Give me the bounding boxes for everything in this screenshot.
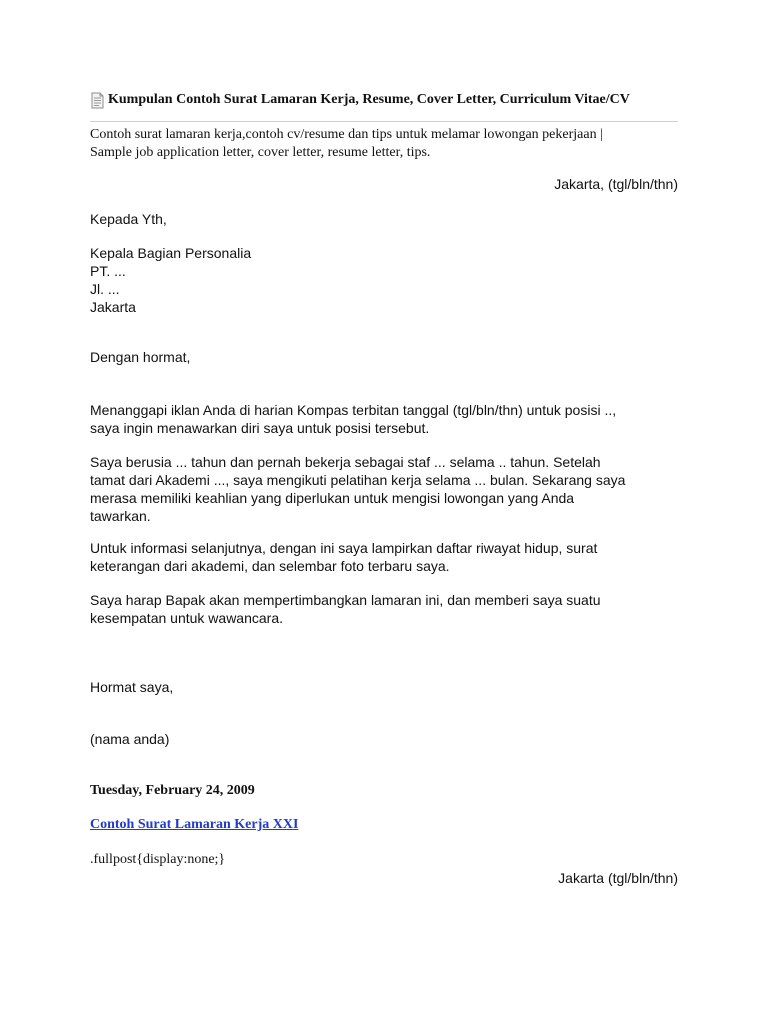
letter-signature: (nama anda) bbox=[90, 731, 170, 747]
letter-paragraph-2 bbox=[90, 453, 690, 525]
document-title: Kumpulan Contoh Surat Lamaran Kerja, Resume, Cover Letter, Curriculum Vitae/CV bbox=[108, 92, 630, 107]
address-line: Jl. ... bbox=[90, 281, 120, 297]
letter-date-place: Jakarta, (tgl/bln/thn) bbox=[554, 176, 678, 192]
document-header bbox=[90, 89, 680, 111]
recipient-address bbox=[90, 244, 690, 316]
post-title-link[interactable]: Contoh Surat Lamaran Kerja XXI bbox=[90, 817, 299, 832]
post-date-place: Jakarta (tgl/bln/thn) bbox=[558, 870, 678, 886]
paragraph-line: Saya berusia ... tahun dan pernah bekerja sebagai staf ... selama .. tahun. Setelah bbox=[90, 454, 601, 470]
letter-salutation: Dengan hormat, bbox=[90, 349, 191, 365]
letter-recipient-label: Kepada Yth, bbox=[90, 211, 167, 227]
header-divider bbox=[90, 121, 678, 122]
address-line: Kepala Bagian Personalia bbox=[90, 245, 252, 261]
address-line: Jakarta bbox=[90, 299, 136, 315]
letter-paragraph-4 bbox=[90, 591, 690, 627]
paragraph-line: keterangan dari akademi, dan selembar foto terbaru saya. bbox=[90, 558, 450, 574]
document-icon bbox=[90, 92, 105, 109]
paragraph-line: tamat dari Akademi ..., saya mengikuti pelatihan kerja selama ... bulan. Sekarang saya bbox=[90, 472, 626, 488]
intro-line: Sample job application letter, cover letter, resume letter, tips. bbox=[90, 145, 431, 160]
paragraph-line: Menanggapi iklan Anda di harian Kompas terbitan tanggal (tgl/bln/thn) untuk posisi .., bbox=[90, 402, 617, 418]
paragraph-line: Untuk informasi selanjutnya, dengan ini saya lampirkan daftar riwayat hidup, surat bbox=[90, 540, 598, 556]
paragraph-line: saya ingin menawarkan diri saya untuk posisi tersebut. bbox=[90, 420, 430, 436]
paragraph-line: tawarkan. bbox=[90, 508, 151, 524]
letter-paragraph-1 bbox=[90, 401, 690, 437]
letter-paragraph-3 bbox=[90, 539, 690, 575]
paragraph-line: Saya harap Bapak akan mempertimbangkan lamaran ini, dan memberi saya suatu bbox=[90, 592, 601, 608]
post-date: Tuesday, February 24, 2009 bbox=[90, 783, 255, 798]
intro-text bbox=[90, 126, 690, 162]
post-css-text: .fullpost{display:none;} bbox=[90, 852, 226, 867]
intro-line: Contoh surat lamaran kerja,contoh cv/resume dan tips untuk melamar lowongan pekerjaan | bbox=[90, 127, 603, 142]
post-title-container bbox=[90, 816, 690, 834]
letter-closing: Hormat saya, bbox=[90, 679, 174, 695]
address-line: PT. ... bbox=[90, 263, 126, 279]
paragraph-line: kesempatan untuk wawancara. bbox=[90, 610, 283, 626]
paragraph-line: merasa memiliki keahlian yang diperlukan untuk mengisi lowongan yang Anda bbox=[90, 490, 575, 506]
